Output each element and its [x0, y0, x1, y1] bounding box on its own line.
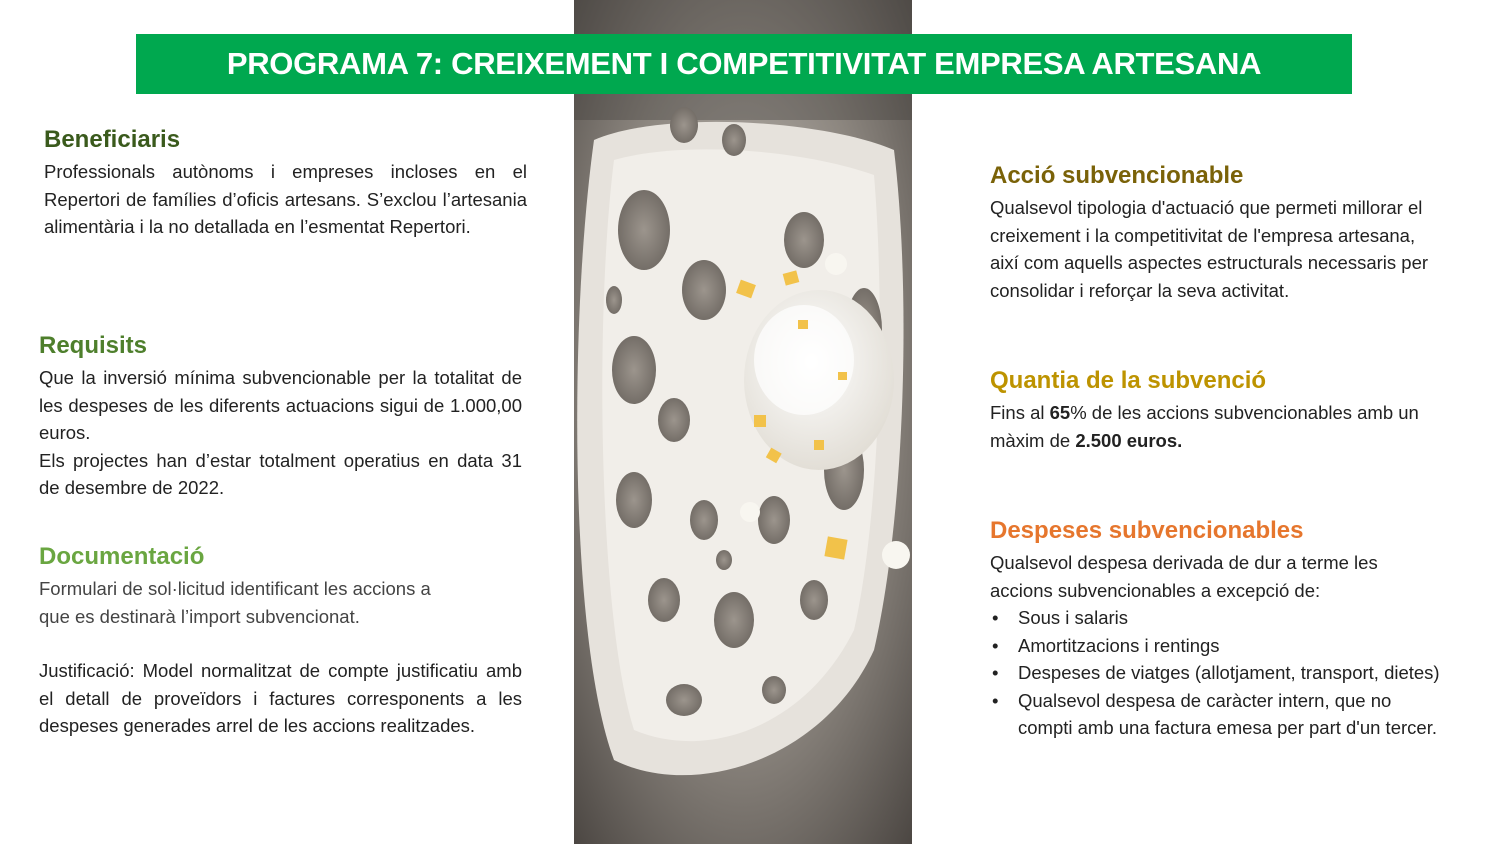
beneficiaris-heading: Beneficiaris — [44, 126, 181, 153]
requisits-paragraph-2: Els projectes han d’estar totalment operatius en data 31 de desembre de 2022. — [39, 449, 522, 498]
documentacio-line-1: Formulari de sol·licitud identificant les accions a — [39, 578, 431, 599]
list-item: • Qualsevol despesa de caràcter intern, que no compti amb una factura emesa per part d'un tercer. — [990, 687, 1440, 742]
quantia-section — [990, 367, 1440, 454]
requisits-heading: Requisits — [39, 332, 148, 359]
documentacio-section — [39, 543, 522, 740]
accio-heading: Acció subvencionable — [990, 162, 1244, 189]
quantia-amount: 2.500 euros. — [1075, 429, 1183, 451]
list-item: • Sous i salaris — [990, 604, 1440, 632]
list-item: • Amortitzacions i rentings — [990, 632, 1440, 660]
accio-text: Qualsevol tipologia d'actuació que permeti millorar el creixement i la competitivitat de l'empresa artesana, així com aquells aspectes estructurals necessaris per consolidar i reforçar la seva activitat. — [990, 197, 1429, 301]
requisits-paragraph-1: Que la inversió mínima subvencionable per la totalitat de les despeses de les diferents actuacions sigui de 1.000,00 euros. — [39, 367, 522, 443]
page-title: PROGRAMA 7: CREIXEMENT I COMPETITIVITAT EMPRESA ARTESANA — [226, 46, 1262, 81]
despeses-heading: Despeses subvencionables — [990, 517, 1304, 544]
quantia-text-middle: % de les accions subvencionables amb un màxim de — [990, 402, 1419, 451]
requisits-section — [39, 332, 522, 502]
decorative-food-photo — [574, 0, 912, 844]
documentacio-heading: Documentació — [39, 543, 205, 570]
beneficiaris-text: Professionals autònoms i empreses incloses en el Repertori de famílies d’oficis artesans. S’exclou l’artesania alimentària i la no detallada en l’esmentat Repertori. — [44, 161, 527, 237]
list-item: • Despeses de viatges (allotjament, transport, dietes) — [990, 659, 1440, 687]
quantia-text-before: Fins al — [990, 402, 1050, 423]
quantia-text — [990, 399, 1440, 454]
quantia-heading: Quantia de la subvenció — [990, 367, 1267, 394]
beneficiaris-section — [44, 126, 527, 241]
documentacio-line-2: que es destinarà l’import subvencionat. — [39, 605, 360, 627]
despeses-section — [990, 517, 1440, 742]
despeses-exclusions-list — [990, 604, 1440, 742]
quantia-percent: 65 — [1049, 402, 1071, 423]
despeses-intro: Qualsevol despesa derivada de dur a terme les accions subvencionables a excepció de: — [990, 552, 1378, 601]
accio-section — [990, 162, 1440, 304]
title-bar — [136, 34, 1352, 94]
justificacio-text: Justificació: Model normalitzat de compte justificatiu amb el detall de proveïdors i factures corresponents a les despeses generades arrel de les accions realitzades. — [39, 660, 522, 736]
